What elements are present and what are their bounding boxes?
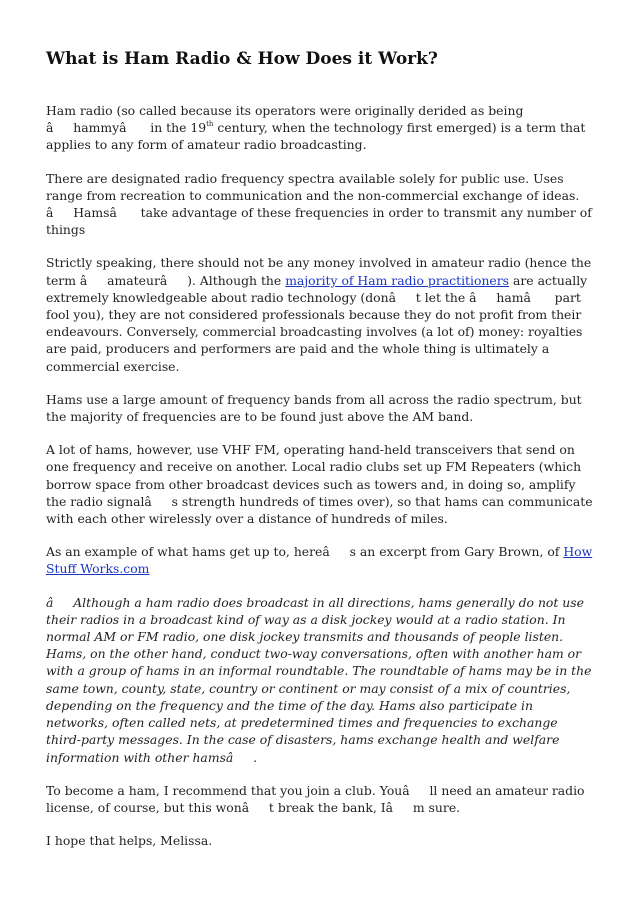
page-title: What is Ham Radio & How Does it Work? <box>46 49 438 69</box>
intro-text-b: century, when the technology first emerged) is a term that applies to any form of amateur radio broadcasting. <box>46 120 586 153</box>
amateur-text-b: are actually extremely knowledgeable about radio technology (donât let the âhamâ part fool you), they are not considered professionals because they do not profit from their endeavours. Conversely, commercial broadcasting involves (a lot of) money: royalties are paid, producers and performers are paid and the whole thing is ultimately a commercial exercise. <box>46 272 588 374</box>
paragraph-amateur <box>46 254 594 374</box>
paragraph-frequency-bands: Hams use a large amount of frequency bands from all across the radio spectrum, but the majority of frequencies are to be found just above the AM band. <box>46 391 582 425</box>
intro-text-a: Ham radio (so called because its operators were originally derided as being âhammyâ in the 19 <box>46 103 524 136</box>
paragraph-signoff: I hope that helps, Melissa. <box>46 833 213 849</box>
link-ham-practitioners[interactable]: majority of Ham radio practitioners <box>285 272 510 288</box>
excerpt-intro-text: As an example of what hams get up to, hereâs an excerpt from Gary Brown, of <box>46 544 564 560</box>
link-how-stuff-works[interactable]: How Stuff Works.com <box>46 544 593 577</box>
paragraph-excerpt-intro <box>46 543 594 577</box>
paragraph-vhf-fm: A lot of hams, however, use VHF FM, operating hand-held transceivers that send on one frequency and receive on another. Local radio clubs set up FM Repeaters (which borrow space from other broadcast devices such as towers and, in doing so, amplify the radio signalâs strength hundreds of times over), so that hams can communicate with each other wirelessly over a distance of hundreds of miles. <box>46 442 593 527</box>
paragraph-join-club: To become a ham, I recommend that you join a club. Youâll need an amateur radio license, of course, but this wonât break the bank, Iâm sure. <box>46 782 585 815</box>
block-quote: âAlthough a ham radio does broadcast in all directions, hams generally do not use their radios in a broadcast kind of way as a disk jockey would at a radio station. In normal AM or FM radio, one disk jockey transmits and thousands of people listen. Hams, on the other hand, conduct two-way conversations, often with another ham or with a group of hams in an informal roundtable. The roundtable of hams may be in the same town, county, state, country or continent or may consist of a mix of countries, depending on the frequency and the time of the day. Hams also participate in networks, often called nets, at predetermined times and frequencies to exchange third-party messages. In the case of disasters, hams exchange health and welfare information with other hamsâ. <box>46 594 592 765</box>
amateur-text-a: Strictly speaking, there should not be any money involved in amateur radio (hence the term âamateurâ). Although the <box>46 255 592 288</box>
ordinal-superscript: th <box>206 120 214 129</box>
paragraph-intro <box>46 102 594 154</box>
paragraph-spectra: There are designated radio frequency spectra available solely for public use. Uses range from recreation to communication and the non-commercial exchange of ideas. âHamsâ take advantage of these frequencies in order to transmit any number of things <box>46 170 592 238</box>
